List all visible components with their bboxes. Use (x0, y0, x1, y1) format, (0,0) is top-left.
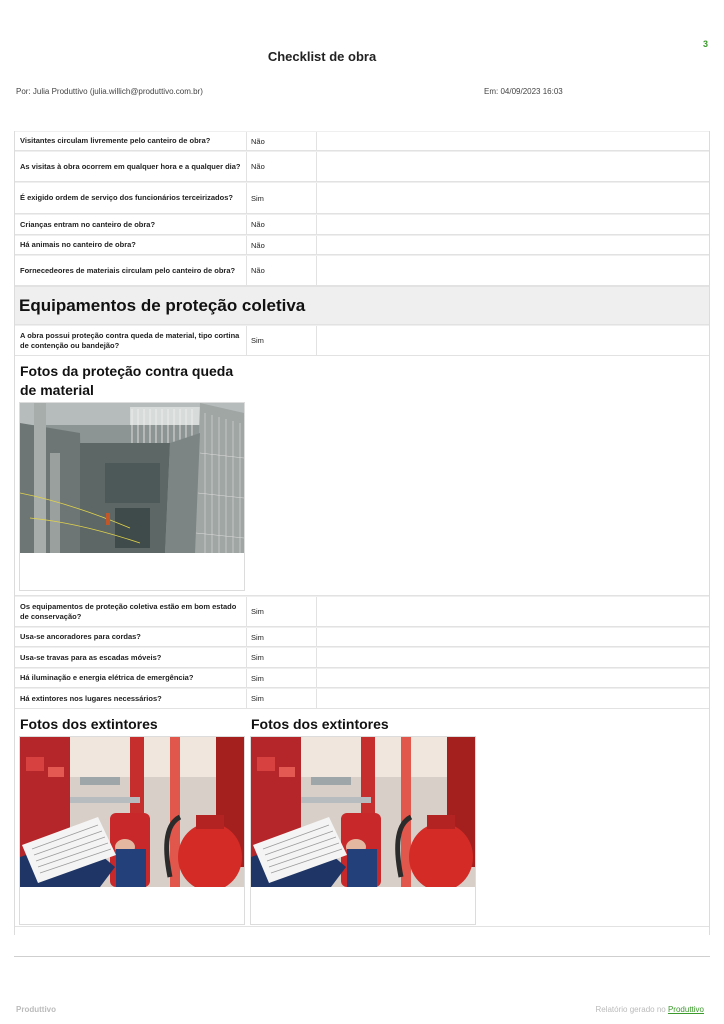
checklist-row (15, 131, 709, 151)
question-text: Há animais no canteiro de obra? (15, 236, 247, 254)
photo-frame (19, 736, 245, 925)
photo-section (15, 709, 709, 927)
photo-title: Fotos dos extintores (20, 716, 158, 732)
question-text: É exigido ordem de serviço dos funcionários terceirizados? (15, 183, 247, 213)
notes-cell (317, 648, 709, 667)
notes-cell (317, 152, 709, 181)
footer-generated (595, 1005, 704, 1014)
answer-value: Sim (247, 648, 317, 667)
answer-value: Sim (247, 689, 317, 708)
answer-value: Não (247, 152, 317, 181)
page-title: Checklist de obra (267, 49, 377, 64)
photo-section (15, 356, 709, 596)
section-header: Equipamentos de proteção coletiva (15, 286, 709, 325)
notes-cell (317, 236, 709, 254)
notes-cell (317, 215, 709, 234)
notes-cell (317, 669, 709, 687)
fire-extinguisher-photo[interactable] (20, 737, 244, 887)
checklist-row (15, 151, 709, 182)
report-author: Por: Julia Produttivo (julia.willich@produttivo.com.br) (16, 87, 203, 96)
checklist-row (15, 627, 709, 647)
question-text: Há iluminação e energia elétrica de emergência? (15, 669, 247, 687)
photo-card (250, 713, 476, 920)
footer-brand: Produttivo (16, 1005, 56, 1014)
question-text: Há extintores nos lugares necessários? (15, 689, 247, 708)
notes-cell (317, 183, 709, 213)
checklist-row (15, 688, 709, 709)
produttivo-link[interactable]: Produttivo (667, 1005, 704, 1014)
photo-card (19, 713, 245, 920)
checklist-row (15, 596, 709, 627)
question-text: Usa-se travas para as escadas móveis? (15, 648, 247, 667)
footer-divider (14, 956, 710, 957)
question-text: A obra possui proteção contra queda de material, tipo cortina de contenção ou bandejão? (15, 326, 247, 355)
answer-value: Sim (247, 597, 317, 626)
checklist-row (15, 668, 709, 688)
report-date: Em: 04/09/2023 16:03 (484, 87, 563, 96)
question-text: Os equipamentos de proteção coletiva estão em bom estado de conservação? (15, 597, 247, 626)
question-text: Crianças entram no canteiro de obra? (15, 215, 247, 234)
notes-cell (317, 326, 709, 355)
checklist-row (15, 325, 709, 356)
checklist-content (14, 131, 710, 935)
checklist-row (15, 647, 709, 668)
photo-frame (19, 402, 245, 591)
answer-value: Não (247, 236, 317, 254)
answer-value: Não (247, 132, 317, 150)
table-end-spacer (15, 927, 709, 935)
photo-frame (250, 736, 476, 925)
answer-value: Não (247, 215, 317, 234)
answer-value: Não (247, 256, 317, 285)
notes-cell (317, 689, 709, 708)
notes-cell (317, 132, 709, 150)
question-text: Fornecedeores de materiais circulam pelo canteiro de obra? (15, 256, 247, 285)
checklist-row (15, 255, 709, 286)
photo-caption-area (20, 887, 244, 924)
photo-caption-area (251, 887, 475, 924)
photo-title: Fotos dos extintores (251, 716, 389, 732)
photo-title: Fotos da proteção contra queda de material (20, 363, 234, 398)
notes-cell (317, 628, 709, 646)
answer-value: Sim (247, 326, 317, 355)
checklist-row (15, 235, 709, 255)
notes-cell (317, 256, 709, 285)
question-text: Usa-se ancoradores para cordas? (15, 628, 247, 646)
photo-card (19, 360, 245, 589)
footer-generated-text: Relatório gerado no (595, 1005, 666, 1014)
answer-value: Sim (247, 628, 317, 646)
photo-caption-area (20, 553, 244, 590)
answer-value: Sim (247, 669, 317, 687)
question-text: Visitantes circulam livremente pelo canteiro de obra? (15, 132, 247, 150)
checklist-row (15, 214, 709, 235)
answer-value: Sim (247, 183, 317, 213)
checklist-row (15, 182, 709, 214)
question-text: As visitas à obra ocorrem em qualquer hora e a qualquer dia? (15, 152, 247, 181)
page-number: 3 (702, 39, 708, 49)
fire-extinguisher-photo[interactable] (251, 737, 475, 887)
construction-site-photo[interactable] (20, 403, 244, 553)
notes-cell (317, 597, 709, 626)
